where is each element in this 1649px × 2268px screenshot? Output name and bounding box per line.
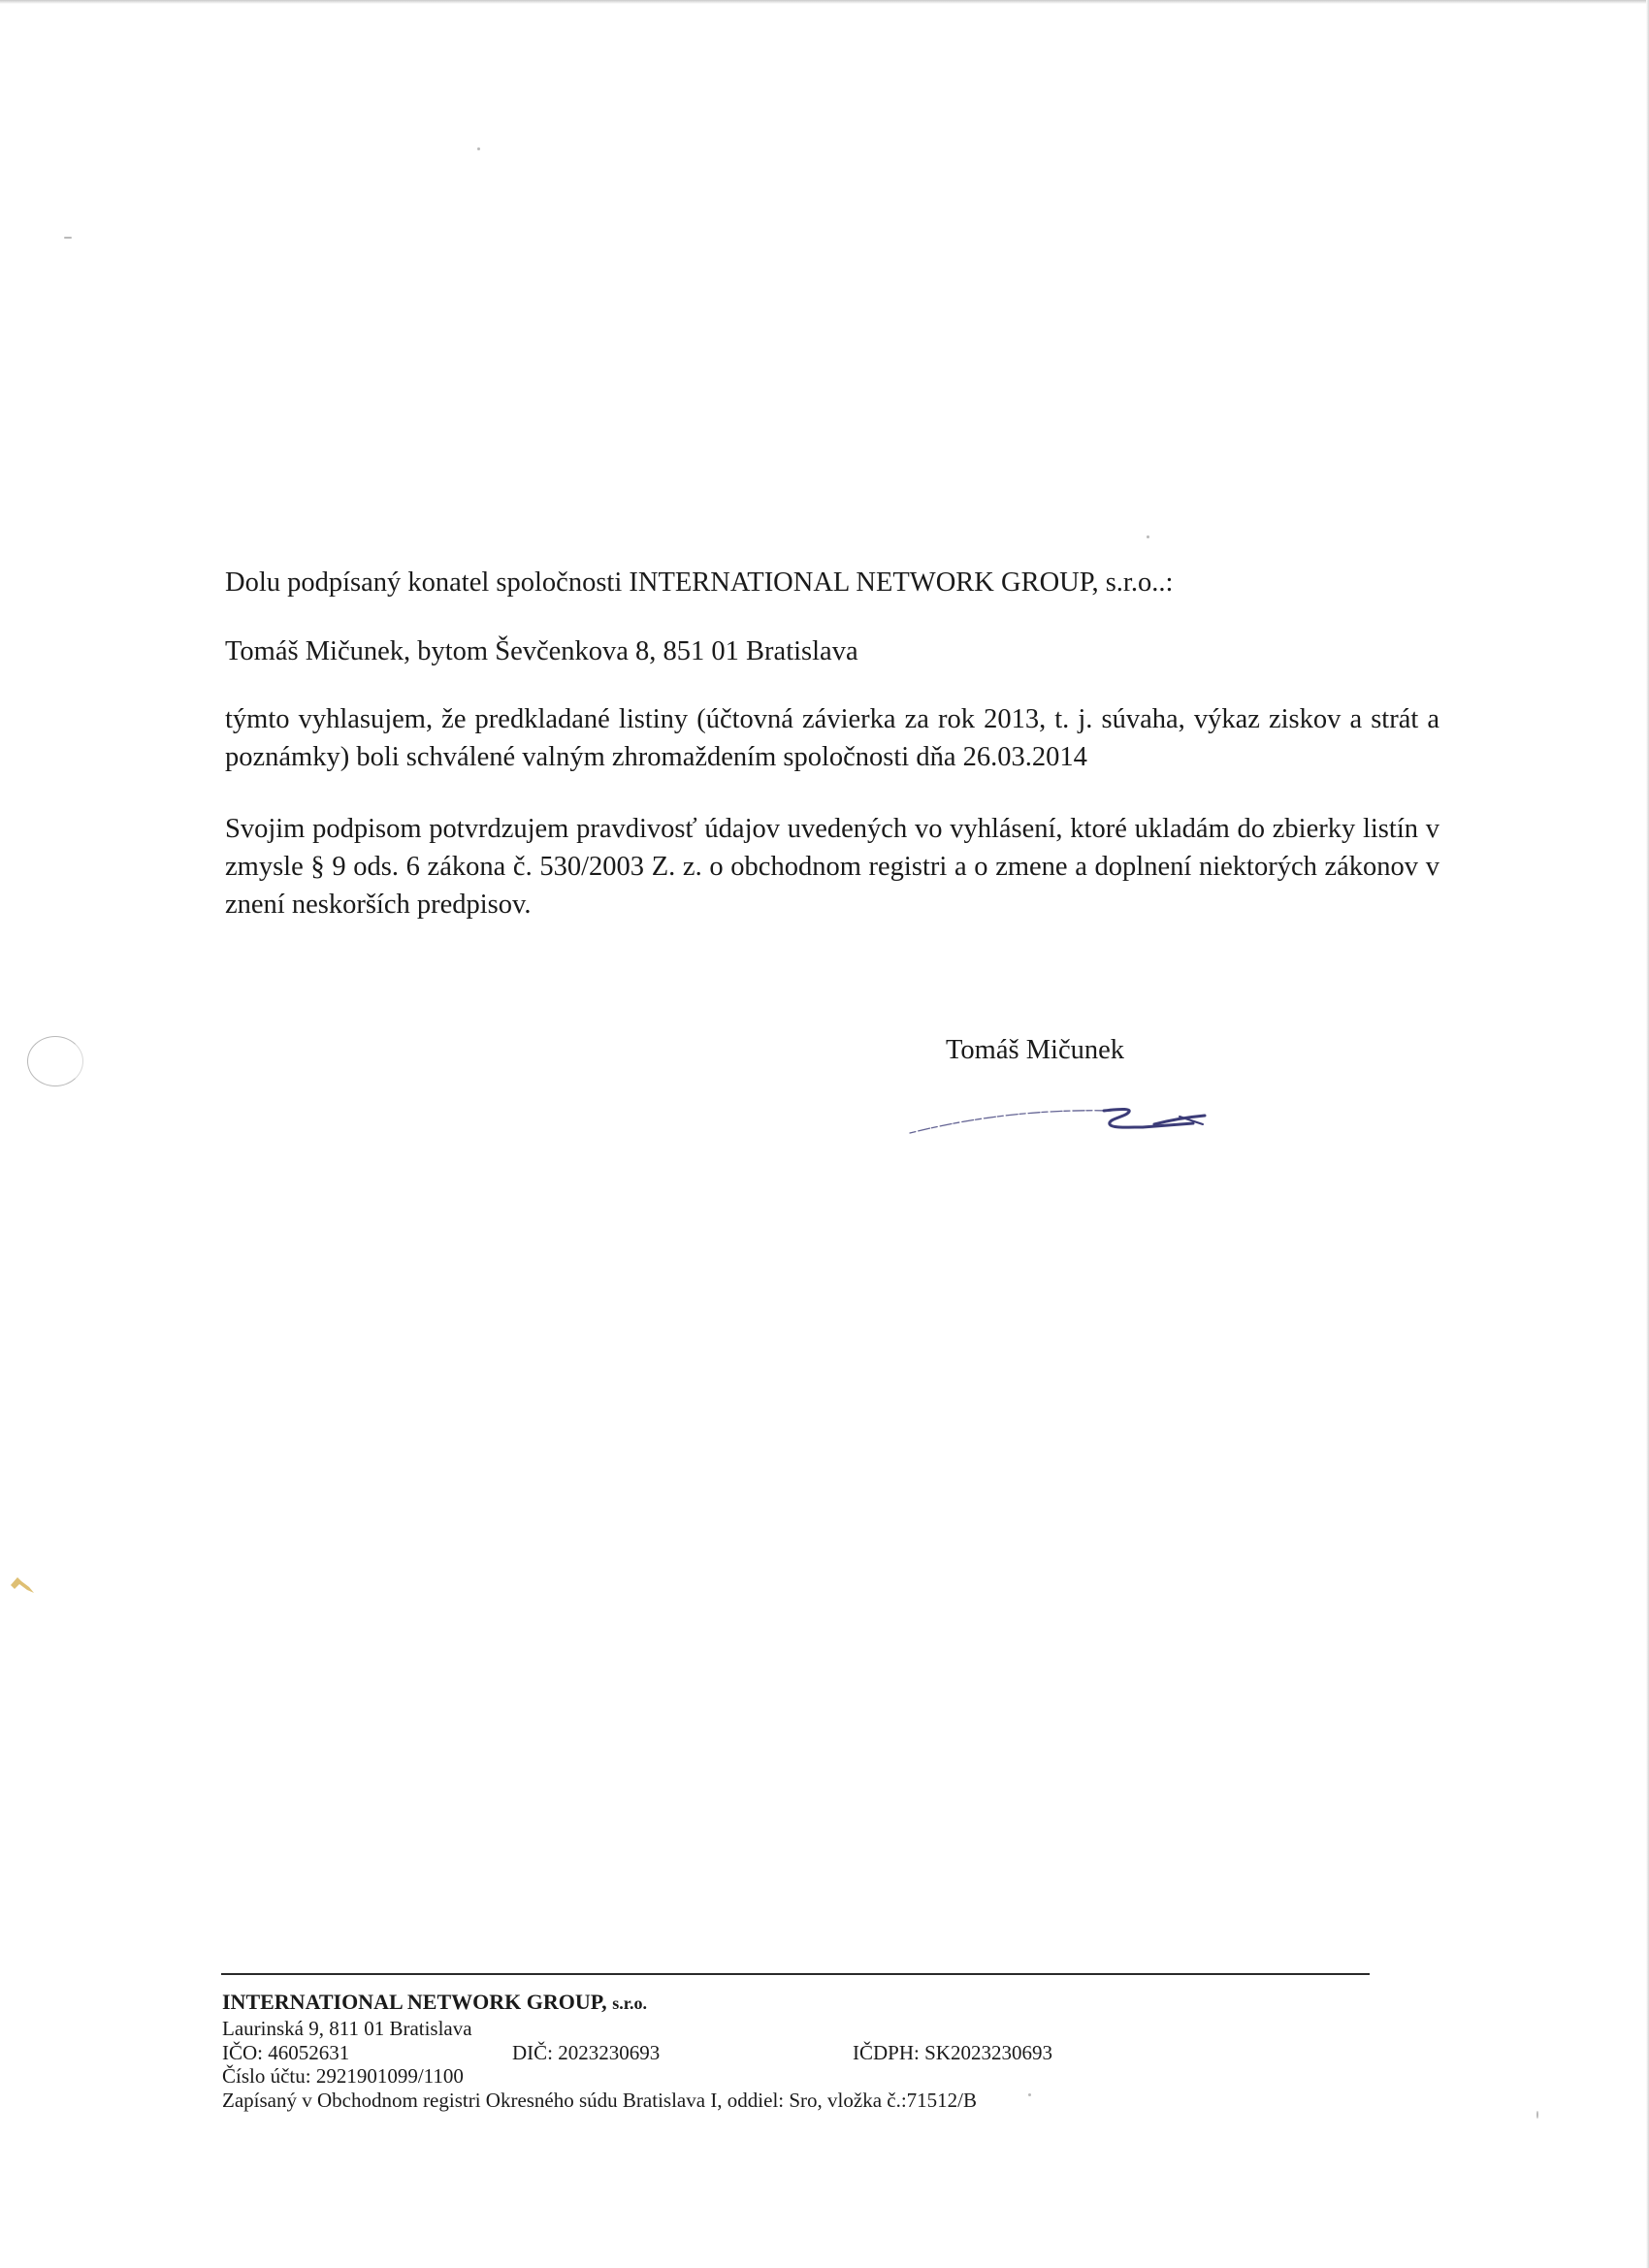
footer-ico: IČO: 46052631 (222, 2040, 350, 2064)
declaration-paragraph: týmto vyhlasujem, že predkladané listiny (účtovná závierka za rok 2013, t. j. súvaha, výkaz ziskov a strát a poznámky) boli schválené valným zhromaždením spoločnosti dňa 26.03.2014 (225, 704, 1439, 772)
footer-icdph: IČDPH: SK2023230693 (853, 2040, 1052, 2064)
footer-tax-ids (222, 2041, 1435, 2065)
footer-company-name: INTERNATIONAL NETWORK GROUP, (222, 1990, 607, 2014)
footer-company-suffix: s.r.o. (612, 1993, 648, 2013)
intro-paragraph: Dolu podpísaný konatel spoločnosti INTERNATIONAL NETWORK GROUP, s.r.o..: (225, 567, 1174, 598)
punch-hole-mark (27, 1036, 83, 1086)
scan-speck (477, 147, 480, 150)
footer-registration: Zapísaný v Obchodnom registri Okresného súdu Bratislava I, oddiel: Sro, vložka č.:71512/B (222, 2088, 978, 2112)
signer-address-paragraph: Tomáš Mičunek, bytom Ševčenkova 8, 851 01 Bratislava (225, 636, 858, 666)
footer-dic: DIČ: 2023230693 (512, 2040, 661, 2064)
footer-address: Laurinská 9, 811 01 Bratislava (222, 2017, 472, 2040)
footer-account: Číslo účtu: 2921901099/1100 (222, 2064, 464, 2088)
footer-company-line (222, 1989, 1435, 2017)
handwritten-signature-icon (902, 1101, 1222, 1145)
stain-mark-icon (8, 1571, 37, 1597)
confirmation-paragraph: Svojim podpisom potvrdzujem pravdivosť údajov uvedených vo vyhlásení, ktoré ukladám do zbierky listín v zmysle § 9 ods. 6 zákona č. 530/2003 Z. z. o obchodnom registri a o zmene a doplnení niektorých zákonov v znení neskorších predpisov. (225, 814, 1439, 920)
scan-speck (1147, 535, 1149, 538)
scan-speck (1536, 2111, 1538, 2119)
scan-speck (64, 237, 72, 239)
footer-divider (221, 1973, 1370, 1975)
company-footer (222, 1989, 1435, 2112)
scan-top-edge (0, 0, 1649, 4)
signer-name: Tomáš Mičunek (946, 1035, 1125, 1065)
